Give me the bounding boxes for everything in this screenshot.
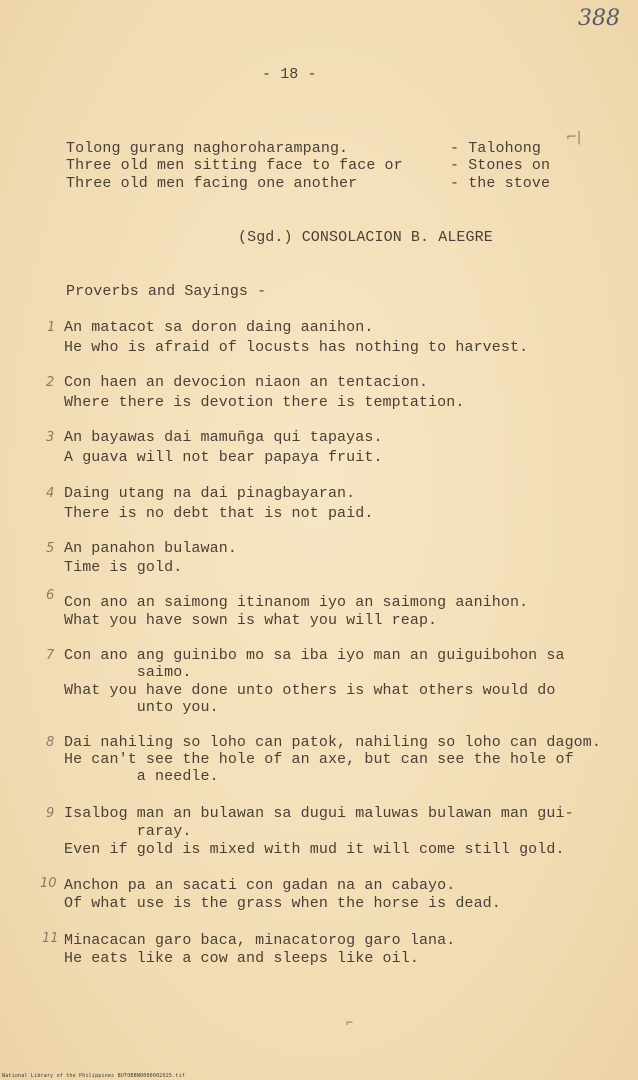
proverb-line: Where there is devotion there is temptation. (64, 394, 465, 411)
signature-line: (Sgd.) CONSOLACION B. ALEGRE (238, 229, 493, 246)
pencil-tick-mark: ⌐| (566, 130, 582, 145)
proverb-line: Time is gold. (64, 559, 183, 576)
proverb-line: He can't see the hole of an axe, but can see the hole of (64, 751, 574, 768)
riddle-answer: - the stove (450, 175, 551, 192)
proverb-number: 2 (46, 375, 55, 390)
proverb-number: 1 (47, 320, 56, 335)
proverb-line: An panahon bulawan. (64, 540, 237, 557)
proverb-line: unto you. (64, 699, 219, 716)
proverb-line: What you have sown is what you will reap. (64, 612, 438, 629)
proverb-number: 6 (46, 588, 55, 603)
proverb-line: What you have done unto others is what others would do (64, 682, 556, 699)
page-number: - 18 - (262, 66, 317, 83)
proverb-line: Isalbog man an bulawan sa dugui maluwas bulawan man gui- (64, 805, 574, 822)
proverb-line: Con ano ang guinibo mo sa iba iyo man an guiguibohon sa (64, 647, 565, 664)
proverb-line: Dai nahiling so loho can patok, nahiling so loho can dagom. (64, 734, 601, 751)
archive-page-mark: 388 (578, 6, 620, 31)
proverb-line: An bayawas dai mamuñga qui tapayas. (64, 429, 383, 446)
riddle-answer: - Stones on (450, 157, 551, 174)
proverb-number: 10 (40, 876, 57, 891)
proverb-line: An matacot sa doron daing aanihon. (64, 319, 374, 336)
proverb-line: Even if gold is mixed with mud it will come still gold. (64, 841, 565, 858)
ink-mark: ⌐ (346, 1016, 354, 1030)
proverb-number: 8 (46, 735, 55, 750)
proverb-line: Daing utang na dai pinagbayaran. (64, 485, 356, 502)
proverb-line: saimo. (64, 664, 192, 681)
proverb-line: There is no debt that is not paid. (64, 505, 374, 522)
proverb-line: He eats like a cow and sleeps like oil. (64, 950, 419, 967)
section-title: Proverbs and Sayings - (66, 283, 267, 300)
riddle-line: Tolong gurang naghoroharampang. (66, 140, 349, 157)
riddle-line: Three old men facing one another (66, 175, 358, 192)
proverb-number: 9 (46, 806, 55, 821)
riddle-answer: - Talohong (450, 140, 542, 157)
proverb-line: Con ano an saimong itinanom iyo an saimong aanihon. (64, 594, 529, 611)
proverb-line: He who is afraid of locusts has nothing to harvest. (64, 339, 529, 356)
proverb-line: A guava will not bear papaya fruit. (64, 449, 383, 466)
proverb-number: 11 (42, 931, 59, 946)
proverb-number: 3 (46, 430, 55, 445)
riddle-line: Three old men sitting face to face or (66, 157, 403, 174)
proverb-line: Con haen an devocion niaon an tentacion. (64, 374, 429, 391)
archive-footer: National Library of the Philippines BUTOBBN0000002025.tif (2, 1073, 185, 1079)
proverb-number: 5 (46, 541, 55, 556)
proverb-line: Anchon pa an sacati con gadan na an cabayo. (64, 877, 456, 894)
proverb-line: Minacacan garo baca, minacatorog garo lana. (64, 932, 456, 949)
proverb-number: 4 (46, 486, 55, 501)
proverb-line: raray. (64, 823, 192, 840)
proverb-line: a needle. (64, 768, 219, 785)
proverb-number: 7 (46, 648, 55, 663)
proverb-line: Of what use is the grass when the horse is dead. (64, 895, 501, 912)
